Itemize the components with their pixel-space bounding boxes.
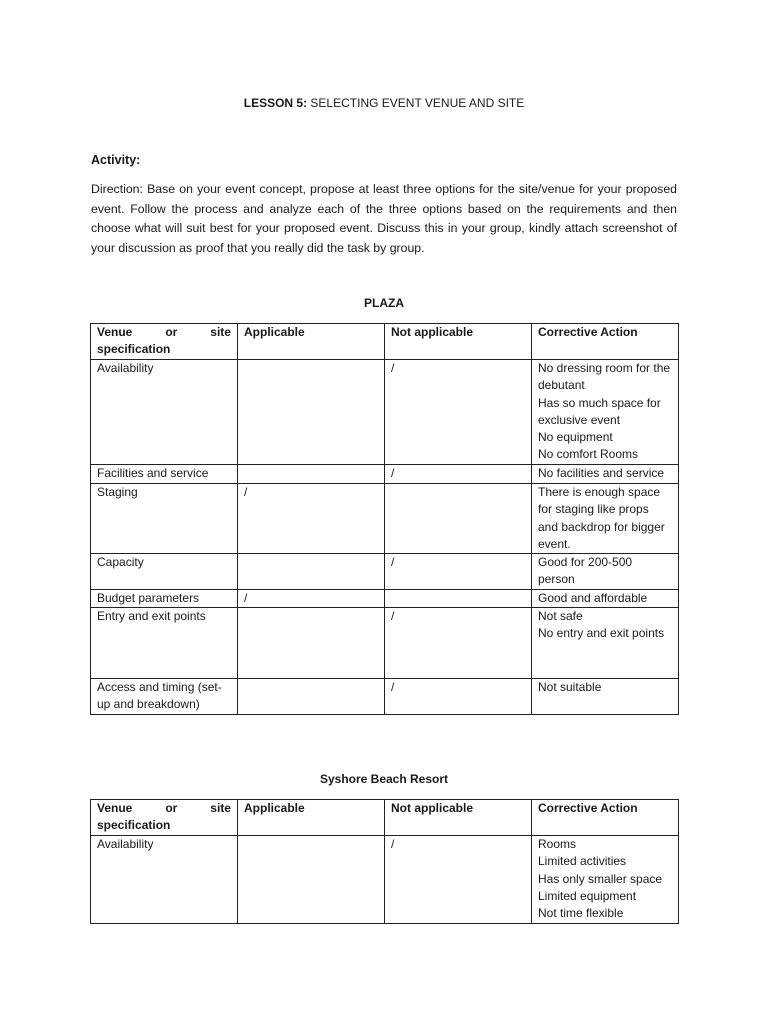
not-applicable-cell: / (385, 679, 532, 715)
venue-spec-word-1: Venue (97, 325, 133, 339)
resort-section-title: Syshore Beach Resort (319, 772, 449, 786)
not-applicable-cell: / (385, 608, 532, 679)
lesson-number: LESSON 5: (243, 96, 308, 110)
corrective-line: Limited activities (538, 854, 627, 869)
corrective-line: Has only smaller space (538, 871, 663, 886)
corrective-cell (532, 589, 679, 607)
resort-header-row (91, 800, 679, 836)
venue-spec-word-4: specification (97, 342, 171, 357)
venue-spec-header (91, 324, 238, 360)
direction-paragraph: Direction: Base on your event concept, propose at least three options for the site/venue for your proposed event. Follow the process and analyze each of the three options based on the requirements and then choose what will suit best for your proposed event. Discuss this in your group, kindly attach screenshot of your discussion as proof that you really did the task by group. (91, 182, 677, 255)
applicable-header: Applicable (238, 324, 385, 360)
table-row (91, 589, 679, 607)
applicable-cell (238, 679, 385, 715)
corrective-cell (532, 554, 679, 590)
spec-cell: Availability (91, 360, 238, 465)
corrective-cell (532, 608, 679, 679)
venue-spec-word-3: site (210, 325, 231, 339)
corrective-line: Not safe (538, 609, 583, 624)
applicable-cell (238, 465, 385, 484)
not-applicable-cell: / (385, 360, 532, 465)
spec-cell: Entry and exit points (91, 608, 238, 679)
spec-cell: Staging (91, 484, 238, 554)
table-row (91, 679, 679, 715)
applicable-cell: / (238, 589, 385, 607)
table-row (91, 465, 679, 484)
applicable-header: Applicable (238, 800, 385, 836)
not-applicable-cell: / (385, 465, 532, 484)
applicable-cell: / (238, 484, 385, 554)
not-applicable-header: Not applicable (385, 324, 532, 360)
not-applicable-cell (385, 484, 532, 554)
not-applicable-cell (385, 589, 532, 607)
table-row (91, 554, 679, 590)
plaza-header-row (91, 324, 679, 360)
table-row (91, 836, 679, 924)
corrective-action-header: Corrective Action (532, 800, 679, 836)
corrective-line: Rooms (538, 837, 577, 851)
corrective-line: Limited equipment (538, 888, 637, 903)
corrective-line: No equipment (538, 430, 613, 445)
applicable-cell (238, 608, 385, 679)
corrective-cell (532, 465, 679, 484)
not-applicable-cell: / (385, 836, 532, 924)
corrective-cell (532, 484, 679, 554)
corrective-line: No comfort Rooms (538, 447, 639, 462)
corrective-line: No dressing room for the debutant (538, 361, 671, 393)
lesson-name: SELECTING EVENT VENUE AND SITE (307, 96, 525, 110)
corrective-line: Good and affordable (538, 590, 648, 605)
not-applicable-header: Not applicable (385, 800, 532, 836)
corrective-line: Good for 200-500 person (538, 555, 633, 587)
not-applicable-cell: / (385, 554, 532, 590)
table-row (91, 608, 679, 679)
table-row (91, 360, 679, 465)
venue-spec-word-4: specification (97, 818, 171, 833)
activity-heading: Activity: (91, 153, 141, 167)
corrective-cell (532, 360, 679, 465)
applicable-cell (238, 554, 385, 590)
venue-spec-header (91, 800, 238, 836)
plaza-evaluation-table (90, 323, 679, 715)
applicable-cell (238, 836, 385, 924)
spec-cell: Facilities and service (91, 465, 238, 484)
plaza-section-title: PLAZA (364, 296, 404, 310)
corrective-line: There is enough space for staging like props and backdrop for bigger event. (538, 485, 665, 551)
venue-spec-word-2: or (165, 801, 178, 815)
corrective-cell (532, 836, 679, 924)
venue-spec-word-1: Venue (97, 801, 133, 815)
corrective-line: Not suitable (538, 680, 602, 695)
corrective-cell (532, 679, 679, 715)
corrective-line: Not time flexible (538, 906, 624, 921)
corrective-action-header: Corrective Action (532, 324, 679, 360)
venue-spec-word-2: or (165, 325, 178, 339)
corrective-line: No facilities and service (538, 466, 665, 480)
spec-cell: Availability (91, 836, 238, 924)
spec-cell: Capacity (91, 554, 238, 590)
lesson-title (0, 96, 768, 110)
spec-cell: Budget parameters (91, 589, 238, 607)
venue-spec-word-3: site (210, 801, 231, 815)
corrective-line: Has so much space for exclusive event (538, 395, 661, 427)
corrective-line: No entry and exit points (538, 626, 665, 641)
applicable-cell (238, 360, 385, 465)
table-row (91, 484, 679, 554)
spec-cell: Access and timing (set-up and breakdown) (91, 679, 238, 715)
resort-evaluation-table (90, 799, 679, 924)
